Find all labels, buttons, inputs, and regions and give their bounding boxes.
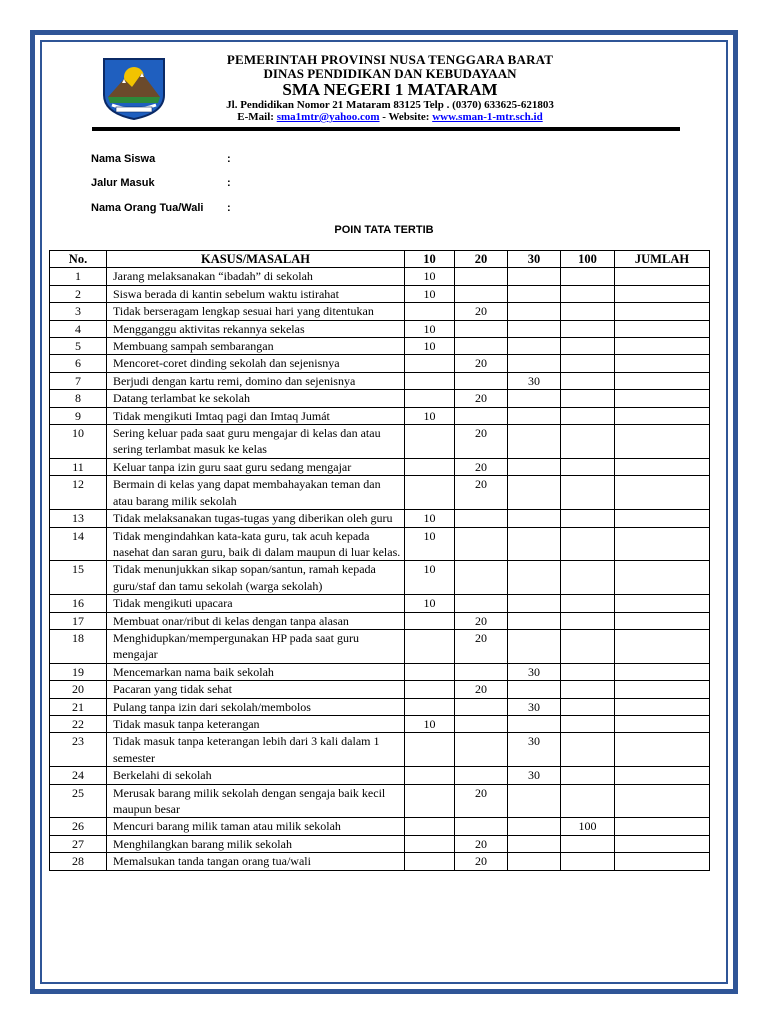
points-30 [508,784,561,818]
total-cell[interactable] [615,681,710,698]
row-number: 20 [50,681,107,698]
table-row [50,784,710,818]
points-30 [508,476,561,510]
points-10 [405,458,455,475]
points-20 [455,510,508,527]
points-100 [561,853,615,870]
points-10 [405,733,455,767]
table-row [50,663,710,680]
points-20 [455,663,508,680]
points-30 [508,303,561,320]
case-description: Sering keluar pada saat guru mengajar di kelas dan atau sering terlambat masuk ke kelas [107,425,405,459]
case-description: Tidak mengikuti upacara [107,595,405,612]
row-number: 27 [50,835,107,852]
case-description: Tidak menunjukkan sikap sopan/santun, ramah kepada guru/staf dan tamu sekolah (warga sekolah) [107,561,405,595]
table-row [50,853,710,870]
points-100 [561,733,615,767]
total-cell[interactable] [615,285,710,302]
points-30 [508,835,561,852]
points-100 [561,510,615,527]
case-description: Jarang melaksanakan “ibadah” di sekolah [107,268,405,285]
points-30 [508,407,561,424]
case-description: Berjudi dengan kartu remi, domino dan sejenisnya [107,372,405,389]
points-30 [508,681,561,698]
points-20 [455,338,508,355]
row-number: 4 [50,320,107,337]
row-number: 16 [50,595,107,612]
case-description: Menghilangkan barang milik sekolah [107,835,405,852]
row-number: 13 [50,510,107,527]
total-cell[interactable] [615,303,710,320]
total-cell[interactable] [615,612,710,629]
table-row [50,629,710,663]
points-10 [405,818,455,835]
total-cell[interactable] [615,835,710,852]
table-row [50,338,710,355]
row-number: 23 [50,733,107,767]
points-20: 20 [455,425,508,459]
points-100 [561,629,615,663]
points-table [49,250,710,871]
points-10 [405,784,455,818]
points-20: 20 [455,355,508,372]
points-20 [455,527,508,561]
total-cell[interactable] [615,629,710,663]
row-number: 22 [50,715,107,732]
table-title: POIN TATA TERTIB [334,224,434,236]
points-20: 20 [455,458,508,475]
header-case: KASUS/MASALAH [107,251,405,268]
case-description: Datang terlambat ke sekolah [107,390,405,407]
entry-path-label: Jalur Masuk [91,177,155,189]
points-10 [405,425,455,459]
case-description: Merusak barang milik sekolah dengan sengaja baik kecil maupun besar [107,784,405,818]
points-10 [405,303,455,320]
table-row [50,681,710,698]
case-description: Mencuri barang milik taman atau milik sekolah [107,818,405,835]
points-20 [455,733,508,767]
points-100 [561,663,615,680]
row-number: 26 [50,818,107,835]
row-number: 2 [50,285,107,302]
case-description: Membuat onar/ribut di kelas dengan tanpa alasan [107,612,405,629]
table-row [50,715,710,732]
entry-path-colon: : [227,177,231,189]
case-description: Tidak melaksanakan tugas-tugas yang diberikan oleh guru [107,510,405,527]
case-description: Bermain di kelas yang dapat membahayakan teman dan atau barang milik sekolah [107,476,405,510]
points-20: 20 [455,612,508,629]
table-row [50,285,710,302]
points-10 [405,681,455,698]
points-10 [405,835,455,852]
case-description: Memalsukan tanda tangan orang tua/wali [107,853,405,870]
points-100 [561,425,615,459]
points-100 [561,784,615,818]
table-row [50,698,710,715]
points-100 [561,561,615,595]
points-10 [405,476,455,510]
points-100 [561,681,615,698]
email-link[interactable]: sma1mtr@yahoo.com [276,111,380,123]
points-30 [508,425,561,459]
points-10: 10 [405,510,455,527]
points-100 [561,458,615,475]
total-cell[interactable] [615,595,710,612]
points-30: 30 [508,767,561,784]
points-20: 20 [455,784,508,818]
points-10 [405,698,455,715]
points-30: 30 [508,372,561,389]
points-30 [508,320,561,337]
table-row [50,303,710,320]
points-20 [455,407,508,424]
table-row [50,458,710,475]
total-cell[interactable] [615,784,710,818]
points-10 [405,372,455,389]
points-30 [508,268,561,285]
email-label: E-Mail: [237,111,277,123]
case-description: Tidak masuk tanpa keterangan [107,715,405,732]
total-cell[interactable] [615,268,710,285]
case-description: Tidak berseragam lengkap sesuai hari yang ditentukan [107,303,405,320]
row-number: 24 [50,767,107,784]
header-divider [92,127,680,131]
total-cell[interactable] [615,663,710,680]
points-100 [561,476,615,510]
points-20 [455,818,508,835]
points-30 [508,390,561,407]
case-description: Pulang tanpa izin dari sekolah/membolos [107,698,405,715]
points-30 [508,715,561,732]
header-school-name: SMA NEGERI 1 MATARAM [282,80,498,99]
points-100 [561,407,615,424]
points-100 [561,338,615,355]
header-address: Jl. Pendidikan Nomor 21 Mataram 83125 Telp . (0370) 633625-621803 [226,99,554,111]
points-10 [405,612,455,629]
points-100: 100 [561,818,615,835]
case-description: Siswa berada di kantin sebelum waktu istirahat [107,285,405,302]
header-30: 30 [508,251,561,268]
points-100 [561,303,615,320]
header-100: 100 [561,251,615,268]
table-row [50,612,710,629]
points-100 [561,372,615,389]
points-20 [455,320,508,337]
points-10: 10 [405,595,455,612]
table-row [50,818,710,835]
row-number: 15 [50,561,107,595]
points-20: 20 [455,681,508,698]
total-cell[interactable] [615,698,710,715]
table-row [50,372,710,389]
total-cell[interactable] [615,355,710,372]
table-row [50,476,710,510]
header-20: 20 [455,251,508,268]
row-number: 7 [50,372,107,389]
row-number: 8 [50,390,107,407]
total-cell[interactable] [615,458,710,475]
points-30 [508,818,561,835]
points-20: 20 [455,303,508,320]
case-description: Membuang sampah sembarangan [107,338,405,355]
points-30 [508,853,561,870]
points-20 [455,285,508,302]
points-30: 30 [508,698,561,715]
points-20 [455,595,508,612]
table-row [50,268,710,285]
header-total: JUMLAH [615,251,710,268]
table-row [50,510,710,527]
row-number: 14 [50,527,107,561]
case-description: Tidak mengindahkan kata-kata guru, tak acuh kepada nasehat dan saran guru, baik di dalam maupun di luar kelas. [107,527,405,561]
points-20: 20 [455,853,508,870]
total-cell[interactable] [615,561,710,595]
points-100 [561,595,615,612]
total-cell[interactable] [615,767,710,784]
points-100 [561,527,615,561]
header-government: PEMERINTAH PROVINSI NUSA TENGGARA BARAT [226,52,554,67]
points-100 [561,320,615,337]
points-10: 10 [405,527,455,561]
points-10 [405,853,455,870]
row-number: 21 [50,698,107,715]
points-10 [405,629,455,663]
points-100 [561,390,615,407]
points-20: 20 [455,390,508,407]
case-description: Mencoret-coret dinding sekolah dan sejenisnya [107,355,405,372]
case-description: Pacaran yang tidak sehat [107,681,405,698]
points-30: 30 [508,663,561,680]
student-name-label: Nama Siswa [91,153,156,165]
row-number: 1 [50,268,107,285]
table-row [50,733,710,767]
total-cell[interactable] [615,715,710,732]
points-30 [508,458,561,475]
points-10 [405,355,455,372]
table-row [50,595,710,612]
points-20: 20 [455,835,508,852]
total-cell[interactable] [615,510,710,527]
points-20 [455,767,508,784]
points-30 [508,338,561,355]
points-20: 20 [455,629,508,663]
points-20 [455,561,508,595]
points-30 [508,355,561,372]
header-department: DINAS PENDIDIKAN DAN KEBUDAYAAN [263,66,517,81]
row-number: 6 [50,355,107,372]
website-label: - Website: [379,111,433,123]
parent-name-label: Nama Orang Tua/Wali [91,202,204,214]
total-cell[interactable] [615,476,710,510]
points-10 [405,663,455,680]
points-30 [508,612,561,629]
points-10 [405,390,455,407]
website-link[interactable]: www.sman-1-mtr.sch.id [432,111,543,123]
points-30 [508,561,561,595]
points-20 [455,698,508,715]
row-number: 11 [50,458,107,475]
points-100 [561,698,615,715]
points-20 [455,372,508,389]
row-number: 3 [50,303,107,320]
header-contact [170,111,610,123]
points-10: 10 [405,561,455,595]
ntb-province-emblem-icon [98,55,170,121]
points-10: 10 [405,285,455,302]
table-row [50,407,710,424]
table-header-row [50,251,710,268]
row-number: 25 [50,784,107,818]
total-cell[interactable] [615,390,710,407]
total-cell[interactable] [615,425,710,459]
points-100 [561,285,615,302]
points-30 [508,527,561,561]
points-100 [561,355,615,372]
case-description: Tidak mengikuti Imtaq pagi dan Imtaq Jumát [107,407,405,424]
case-description: Keluar tanpa izin guru saat guru sedang mengajar [107,458,405,475]
table-row [50,767,710,784]
row-number: 12 [50,476,107,510]
total-cell[interactable] [615,372,710,389]
points-10: 10 [405,320,455,337]
points-10: 10 [405,268,455,285]
table-row [50,561,710,595]
row-number: 19 [50,663,107,680]
points-10: 10 [405,715,455,732]
table-row [50,425,710,459]
student-name-colon: : [227,153,231,165]
points-20 [455,268,508,285]
total-cell[interactable] [615,733,710,767]
row-number: 9 [50,407,107,424]
points-30 [508,595,561,612]
case-description: Berkelahi di sekolah [107,767,405,784]
row-number: 28 [50,853,107,870]
points-10 [405,767,455,784]
table-row [50,390,710,407]
case-description: Mengganggu aktivitas rekannya sekelas [107,320,405,337]
points-30 [508,629,561,663]
points-10: 10 [405,338,455,355]
header-no: No. [50,251,107,268]
total-cell[interactable] [615,338,710,355]
case-description: Mencemarkan nama baik sekolah [107,663,405,680]
points-20: 20 [455,476,508,510]
total-cell[interactable] [615,818,710,835]
points-10: 10 [405,407,455,424]
case-description: Tidak masuk tanpa keterangan lebih dari 3 kali dalam 1 semester [107,733,405,767]
row-number: 17 [50,612,107,629]
header-10: 10 [405,251,455,268]
points-100 [561,612,615,629]
total-cell[interactable] [615,853,710,870]
total-cell[interactable] [615,320,710,337]
points-100 [561,715,615,732]
points-100 [561,268,615,285]
points-100 [561,835,615,852]
parent-name-colon: : [227,202,231,214]
points-100 [561,767,615,784]
table-row [50,527,710,561]
row-number: 5 [50,338,107,355]
points-30 [508,285,561,302]
table-row [50,355,710,372]
row-number: 10 [50,425,107,459]
points-30 [508,510,561,527]
case-description: Menghidupkan/mempergunakan HP pada saat guru mengajar [107,629,405,663]
table-row [50,835,710,852]
total-cell[interactable] [615,407,710,424]
points-30: 30 [508,733,561,767]
row-number: 18 [50,629,107,663]
points-20 [455,715,508,732]
total-cell[interactable] [615,527,710,561]
table-row [50,320,710,337]
